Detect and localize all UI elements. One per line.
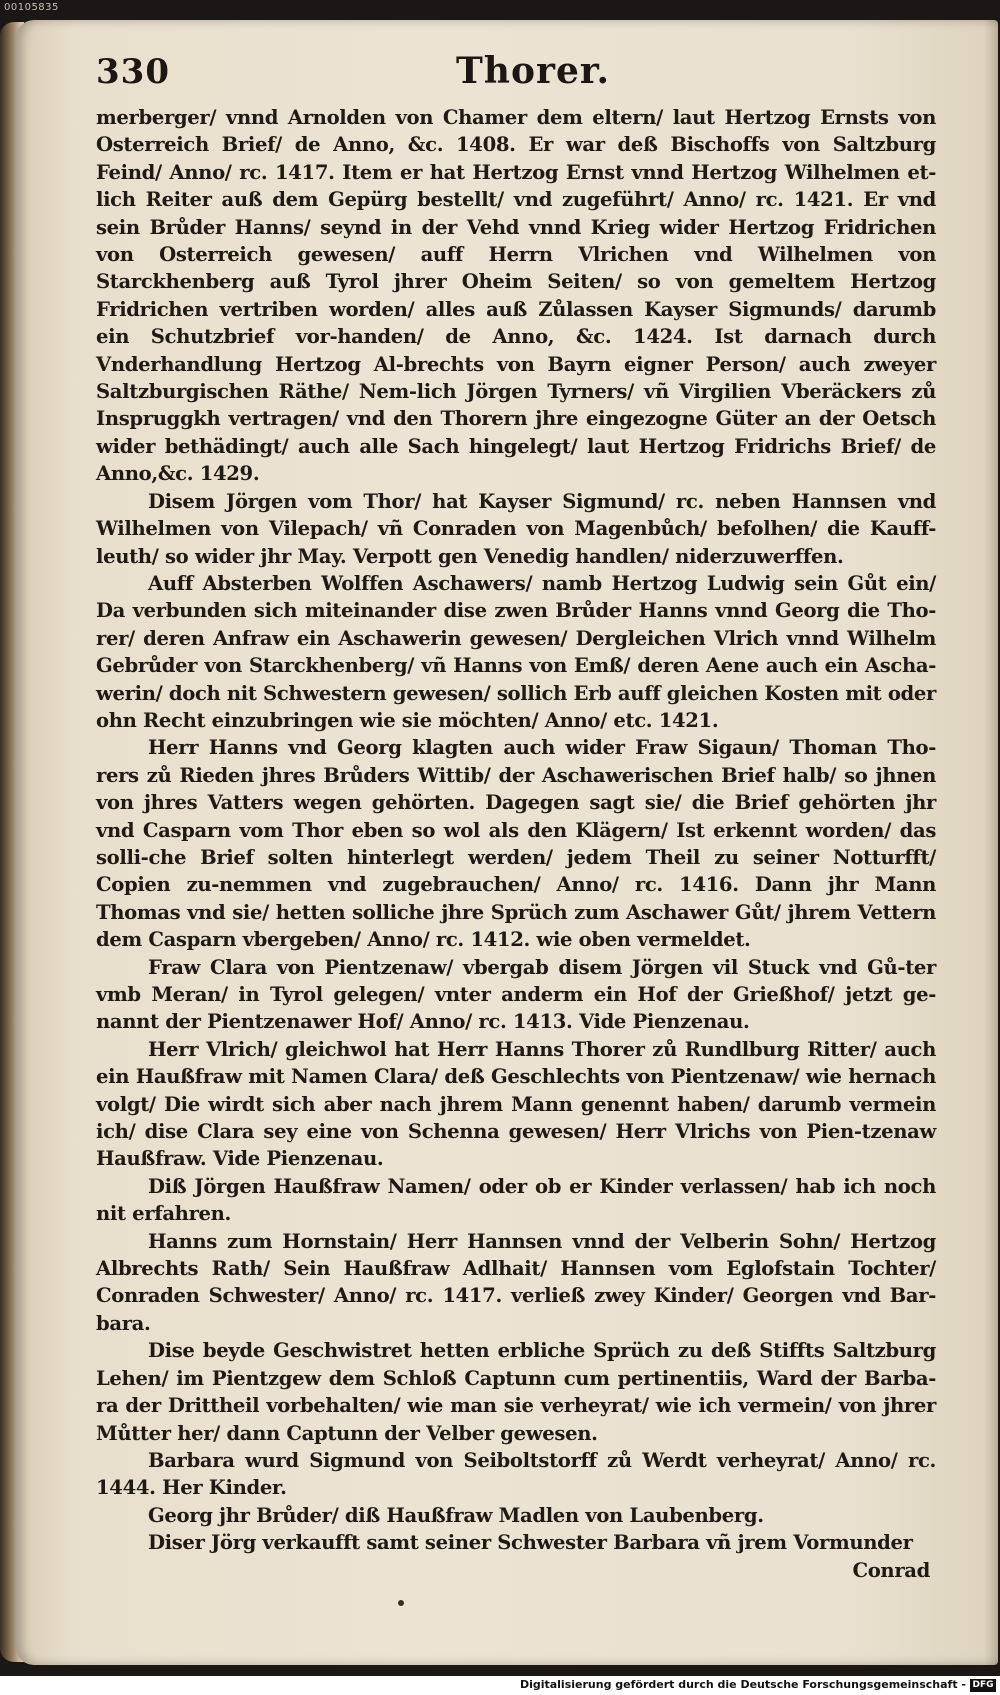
- paragraph: Barbara wurd Sigmund von Seiboltstorff zů Werdt verheyrat/ Anno/ rc. 1444. Her Kinder.: [96, 1448, 936, 1500]
- page-number: 330: [96, 52, 170, 92]
- paragraph: merberger/ vnnd Arnolden von Chamer dem eltern/ laut Hertzog Ernsts von Osterreich Brief/ de Anno, &c. 1408. Er war deß Bischoffs von Saltzburg Feind/ Anno/ rc. 1417. Item er hat Hertzog Ernst vnnd Hertzog Wilhelmen et-lich Reiter auß dem Gepürg bestellt/ vnd zugeführt/ Anno/ rc. 1421. Er vnd sein Brůder Hanns/ seynd in der Vehd vnnd Krieg wider Hertzog Fridrichen von Osterreich gewesen/ auff Herrn Vlrichen vnd Wilhelmen von Starckhenberg auß Tyrol jhrer Oheim Seiten/ so von gemeltem Hertzog Fridrichen vertriben worden/ alles auß Zůlassen Kayser Sigmunds/ darumb ein Schutzbrief vor-handen/ de Anno, &c. 1424. Ist darnach durch Vnderhandlung Hertzog Al-brechts von Bayrn eigner Person/ auch zweyer Saltzburgischen Räthe/ Nem-lich Jörgen Tyrners/ vñ Virgilien Vberäckers zů Inspruggkh vertragen/ vnd den Thorern jhre eingezogne Güter an der Oetsch wider bethädingt/ auch alle Sach hingelegt/ laut Hertzog Fridrichs Brief/ de Anno,&c. 1429.: [96, 106, 936, 486]
- digitization-credit-bar: [0, 1676, 1000, 1695]
- body-text: [96, 104, 936, 1582]
- paragraph: Diser Jörg verkaufft samt seiner Schwester Barbara vñ jrem Vormunder: [148, 1531, 913, 1555]
- paragraph: Georg jhr Brůder/ diß Haußfraw Madlen von Laubenberg.: [148, 1503, 764, 1527]
- credit-text: Digitalisierung gefördert durch die Deutsche Forschungsgemeinschaft -: [519, 1678, 966, 1691]
- dfg-logo-icon: DFG: [970, 1679, 996, 1692]
- paragraph: Disem Jörgen vom Thor/ hat Kayser Sigmund/ rc. neben Hannsen vnd Wilhelmen von Vilepach/ vñ Conraden von Magenbůch/ befolhen/ die Kauff-leuth/ so wider jhr May. Verpott gen Venedig handlen/ niderzuwerffen.: [96, 489, 936, 568]
- paragraph: Herr Vlrich/ gleichwol hat Herr Hanns Thorer zů Rundlburg Ritter/ auch ein Haußfraw mit Namen Clara/ deß Geschlechts von Pientzenaw/ wie hernach volgt/ Die wirdt sich aber nach jhrem Mann genennt haben/ darumb vermein ich/ dise Clara sey eine von Schenna gewesen/ Herr Vlrichs von Pien-tzenaw Haußfraw. Vide Pienzenau.: [96, 1037, 936, 1171]
- paragraph: Auff Absterben Wolffen Aschawers/ namb Hertzog Ludwig sein Gůt ein/ Da verbunden sich miteinander dise zwen Brůder Hanns vnnd Georg die Tho-rer/ deren Anfraw ein Aschawerin gewesen/ Dergleichen Vlrich vnnd Wilhelm Gebrůder von Starckhenberg/ vñ Hanns von Emß/ deren Aene auch ein Ascha-werin/ doch nit Schwestern gewesen/ sollich Erb auff gleichen Kosten mit oder ohn Recht einzubringen wie sie möchten/ Anno/ etc. 1421.: [96, 571, 936, 732]
- page-edge-shadow: [984, 20, 998, 1665]
- paragraph: Dise beyde Geschwistret hetten erbliche Sprüch zu deß Stiffts Saltzburg Lehen/ im Pientzgew dem Schloß Captunn cum pertinentiis, Ward der Barba-ra der Drittheil vorbehalten/ wie man sie verheyrat/ wie ich vermein/ von jhrer Můtter her/ dann Captunn der Velber gewesen.: [96, 1339, 936, 1445]
- scan-identifier: 00105835: [4, 2, 59, 13]
- page-header: [96, 48, 936, 98]
- paragraph: Herr Hanns vnd Georg klagten auch wider Fraw Sigaun/ Thoman Tho-rers zů Rieden jhres Brůders Wittib/ der Aschawerischen Brief halb/ so jhnen von jhres Vatters wegen gehörten. Dagegen sagt sie/ die Brief gehörten jhr vnd Casparn vom Thor eben so wol als den Klägern/ Ist erkennt worden/ das solli-che Brief solten hinterlegt werden/ jedem Theil zu seiner Notturfft/ Copien zu-nemmen vnd zugebrauchen/ Anno/ rc. 1416. Dann jhr Mann Thomas vnd sie/ hetten solliche jhre Sprüch zum Aschawer Gůt/ jhrem Vettern dem Casparn vbergeben/ Anno/ rc. 1412. wie oben vermeldet.: [96, 736, 936, 952]
- catchword: Conrad: [852, 1558, 930, 1582]
- running-title: Thorer.: [456, 50, 611, 92]
- paragraph: Fraw Clara von Pientzenaw/ vbergab disem Jörgen vil Stuck vnd Gů-ter vmb Meran/ in Tyrol gelegen/ vnter anderm ein Hof der Grießhof/ jetzt ge-nannt der Pientzenawer Hof/ Anno/ rc. 1413. Vide Pienzenau.: [96, 955, 936, 1034]
- paragraph: Diß Jörgen Haußfraw Namen/ oder ob er Kinder verlassen/ hab ich noch nit erfahren.: [96, 1174, 936, 1226]
- paragraph: Hanns zum Hornstain/ Herr Hannsen vnnd der Velberin Sohn/ Hertzog Albrechts Rath/ Sein Haußfraw Adlhait/ Hannsen vom Eglofstain Tochter/ Conraden Schwester/ Anno/ rc. 1417. verließ zwey Kinder/ Georgen vnd Bar-bara.: [96, 1229, 936, 1335]
- page-footer-dot: [398, 1600, 404, 1606]
